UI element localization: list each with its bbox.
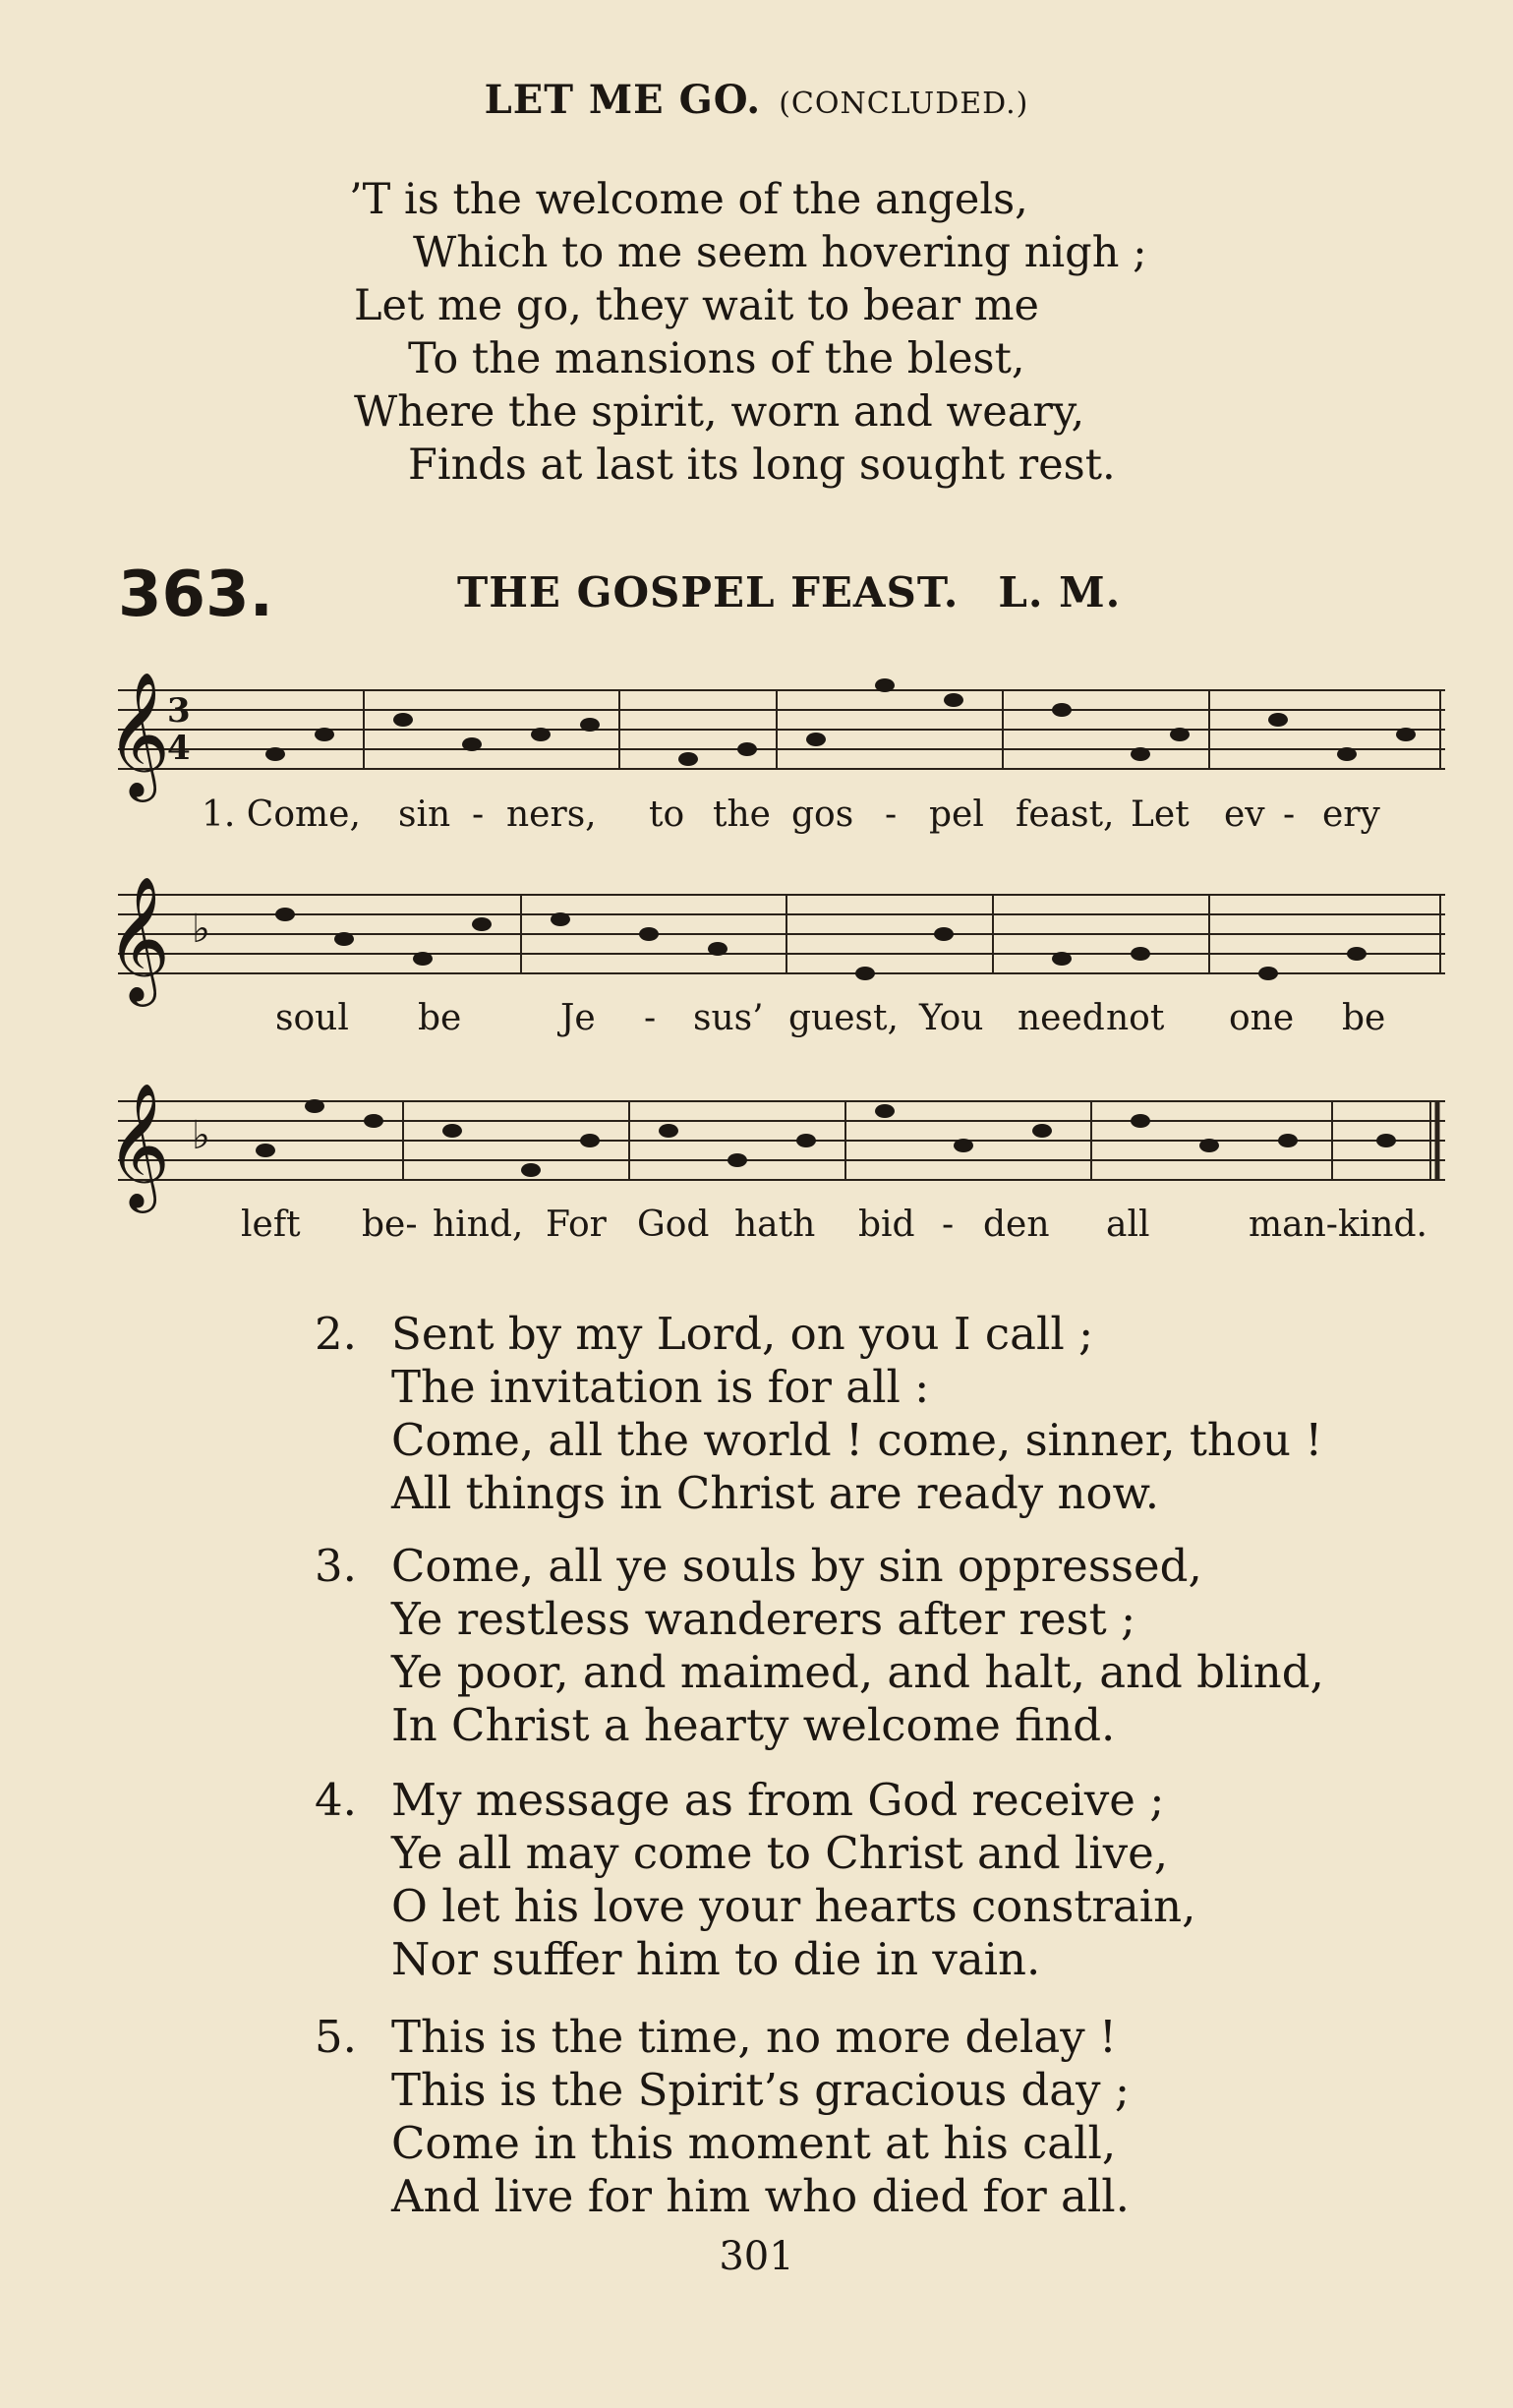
svg-text:𝄞: 𝄞: [106, 875, 171, 1001]
lyric: feast,: [1016, 794, 1115, 835]
stanza-line: This is the time, no more delay !: [391, 2011, 1118, 2063]
stanza-line: In Christ a hearty welcome find.: [391, 1699, 1116, 1751]
lyric: ery: [1322, 794, 1380, 835]
lyric: den: [983, 1204, 1050, 1245]
lyric: -: [1283, 794, 1296, 835]
stanza-line: The invitation is for all :: [391, 1361, 930, 1413]
svg-text:4: 4: [167, 729, 191, 768]
stanza-number: 4.: [315, 1774, 357, 1826]
lyric: For: [546, 1204, 607, 1245]
prev-verse-line-3: Let me go, they wait to bear me: [354, 281, 1040, 330]
lyric: Je: [560, 998, 596, 1038]
lyric: -: [885, 794, 898, 835]
prev-verse-line-6: Finds at last its long sought rest.: [408, 440, 1116, 490]
stanza-line: Come, all ye souls by sin oppressed,: [391, 1540, 1202, 1592]
running-head: [0, 77, 1513, 123]
lyric: be: [1342, 998, 1386, 1038]
svg-text:𝄞: 𝄞: [106, 671, 171, 796]
lyric: hath: [734, 1204, 816, 1245]
stanza-number: 5.: [315, 2011, 357, 2063]
prev-verse-line-4: To the mansions of the blest,: [408, 334, 1025, 383]
lyric: ners,: [506, 794, 597, 835]
lyric: gos: [791, 794, 854, 835]
svg-text:♭: ♭: [192, 907, 210, 952]
lyric: the: [713, 794, 771, 835]
svg-text:♭: ♭: [192, 1113, 210, 1158]
hymn-title: [457, 568, 1121, 617]
stanza-line: Come, all the world ! come, sinner, thou !: [391, 1414, 1323, 1466]
lyric: all: [1106, 1204, 1150, 1245]
lyric: -: [472, 794, 485, 835]
lyrics-line-3: [0, 1204, 1513, 1263]
running-head-note: (CONCLUDED.): [779, 87, 1029, 121]
stanza-line: Sent by my Lord, on you I call ;: [391, 1308, 1094, 1360]
stanza-line: Ye restless wanderers after rest ;: [391, 1593, 1136, 1645]
lyric: left: [241, 1204, 301, 1245]
lyric: guest,: [788, 998, 899, 1038]
running-head-title: LET ME GO.: [484, 77, 762, 123]
stanza-line: O let his love your hearts constrain,: [391, 1880, 1196, 1932]
lyrics-line-1: [0, 794, 1513, 853]
lyric: You: [919, 998, 984, 1038]
lyric: not: [1106, 998, 1165, 1038]
prev-verse-line-1: ’T is the welcome of the angels,: [349, 175, 1028, 224]
lyric: to: [649, 794, 685, 835]
lyric: soul: [275, 998, 349, 1038]
stanza-line: My message as from God receive ;: [391, 1774, 1165, 1826]
lyric: one: [1229, 998, 1295, 1038]
lyric: pel: [929, 794, 984, 835]
lyric: man-kind.: [1249, 1204, 1427, 1245]
stanza-number: 3.: [315, 1540, 357, 1592]
lyric: sin: [398, 794, 451, 835]
page-number: 301: [719, 2234, 794, 2279]
music-staff-1: [98, 661, 1455, 808]
stanza-line: All things in Christ are ready now.: [391, 1467, 1160, 1519]
lyric: Let: [1131, 794, 1190, 835]
lyric: be-: [362, 1204, 418, 1245]
prev-verse-line-5: Where the spirit, worn and weary,: [354, 387, 1085, 437]
music-staff-2: [98, 865, 1455, 1013]
lyric: need: [1018, 998, 1105, 1038]
lyric: -: [942, 1204, 955, 1245]
lyric: God: [637, 1204, 710, 1245]
lyric: hind,: [433, 1204, 524, 1245]
lyric: bid: [858, 1204, 915, 1245]
stanza-line: This is the Spirit’s gracious day ;: [391, 2064, 1131, 2116]
stanza-line: Come in this moment at his call,: [391, 2117, 1117, 2169]
stanza-number: 2.: [315, 1308, 357, 1360]
stanza-line: Ye all may come to Christ and live,: [391, 1827, 1169, 1879]
svg-text:3: 3: [167, 691, 191, 731]
stanza-line: And live for him who died for all.: [391, 2170, 1130, 2222]
stanza-line: Nor suffer him to die in vain.: [391, 1933, 1041, 1985]
hymn-title-text: THE GOSPEL FEAST.: [457, 568, 960, 617]
lyric: be: [418, 998, 462, 1038]
svg-text:𝄞: 𝄞: [106, 1082, 171, 1207]
lyric: -: [644, 998, 657, 1038]
lyric: ev: [1224, 794, 1265, 835]
hymn-meter: L. M.: [998, 568, 1122, 617]
lyrics-line-2: [0, 998, 1513, 1057]
prev-verse-line-2: Which to me seem hovering nigh ;: [413, 228, 1147, 277]
hymn-number: 363.: [118, 558, 273, 631]
lyric: sus’: [693, 998, 764, 1038]
music-staff-3: [98, 1072, 1455, 1219]
stanza-line: Ye poor, and maimed, and halt, and blind,: [391, 1646, 1324, 1698]
lyric: 1. Come,: [202, 794, 361, 835]
